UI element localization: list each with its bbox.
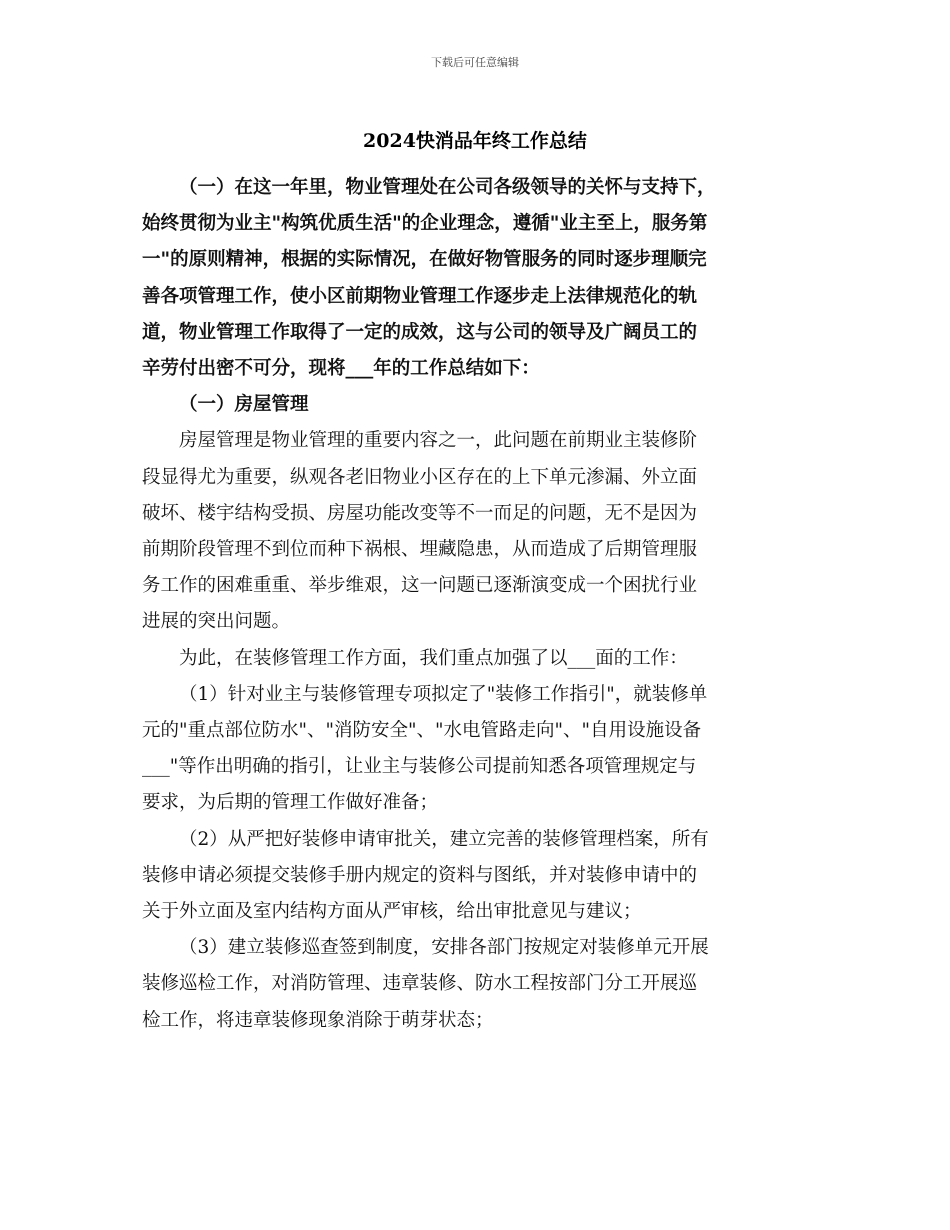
measure-line: 要求，为后期的管理工作做好准备； [142, 792, 439, 814]
measure-line: （2）从严把好装修申请审批关，建立完善的装修管理档案，所有 [179, 828, 709, 850]
housing-line: 房屋管理是物业管理的重要内容之一，此问题在前期业主装修阶 [179, 430, 698, 452]
measure-item-2 [142, 822, 820, 931]
header-note: 下载后可任意编辑 [431, 56, 519, 69]
intro-line: 善各项管理工作，使小区前期物业管理工作逐步走上法律规范化的轨 [142, 285, 698, 307]
intro-line: 辛劳付出密不可分，现将___年的工作总结如下： [142, 358, 540, 380]
measure-item-3 [142, 930, 820, 1039]
measure-line: 装修巡检工作，对消防管理、违章装修、防水工程按部门分工开展巡 [142, 973, 698, 995]
document-body [142, 170, 820, 1039]
measure-item-1 [142, 677, 820, 822]
measure-line: （1）针对业主与装修管理专项拟定了"装修工作指引"，就装修单 [179, 683, 708, 705]
housing-line: 段显得尤为重要，纵观各老旧物业小区存在的上下单元渗漏、外立面 [142, 466, 698, 488]
intro-line: 道，物业管理工作取得了一定的成效，这与公司的领导及广阔员工的 [142, 321, 698, 343]
section-heading: （一）房屋管理 [179, 394, 309, 416]
housing-line: 务工作的困难重重、举步维艰，这一问题已逐渐演变成一个困扰行业 [142, 575, 698, 597]
measure-line: ___"等作出明确的指引，让业主与装修公司提前知悉各项管理规定与 [142, 756, 697, 778]
intro-paragraph [142, 170, 820, 387]
document-title: 2024快消品年终工作总结 [363, 130, 587, 152]
intro-line: 始终贯彻为业主"构筑优质生活"的企业理念，遵循"业主至上，服务第 [142, 213, 708, 235]
housing-line: 破坏、楼宇结构受损、房屋功能改变等不一而足的问题，无不是因为 [142, 502, 698, 524]
housing-line: 进展的突出问题。 [142, 611, 291, 633]
measure-line: 装修申请必须提交装修手册内规定的资料与图纸，并对装修申请中的 [142, 864, 698, 886]
measure-line: 元的"重点部位防水"、"消防安全"、"水电管路走向"、"自用设施设备 [142, 720, 702, 742]
measures-intro-line: 为此，在装修管理工作方面，我们重点加强了以___面的工作： [179, 647, 688, 669]
measure-line: 检工作，将违章装修现象消除于萌芽状态； [142, 1009, 494, 1031]
measure-line: （3）建立装修巡查签到制度，安排各部门按规定对装修单元开展 [179, 937, 709, 959]
housing-paragraph [142, 423, 820, 640]
intro-line: （一）在这一年里，物业管理处在公司各级领导的关怀与支持下， [179, 177, 716, 198]
housing-line: 前期阶段管理不到位而种下祸根、埋藏隐患，从而造成了后期管理服 [142, 539, 698, 561]
intro-line: 一"的原则精神，根据的实际情况，在做好物管服务的同时逐步理顺完 [142, 249, 707, 271]
measure-line: 关于外立面及室内结构方面从严审核，给出审批意见与建议； [142, 901, 642, 923]
measures-intro-paragraph [142, 641, 820, 677]
